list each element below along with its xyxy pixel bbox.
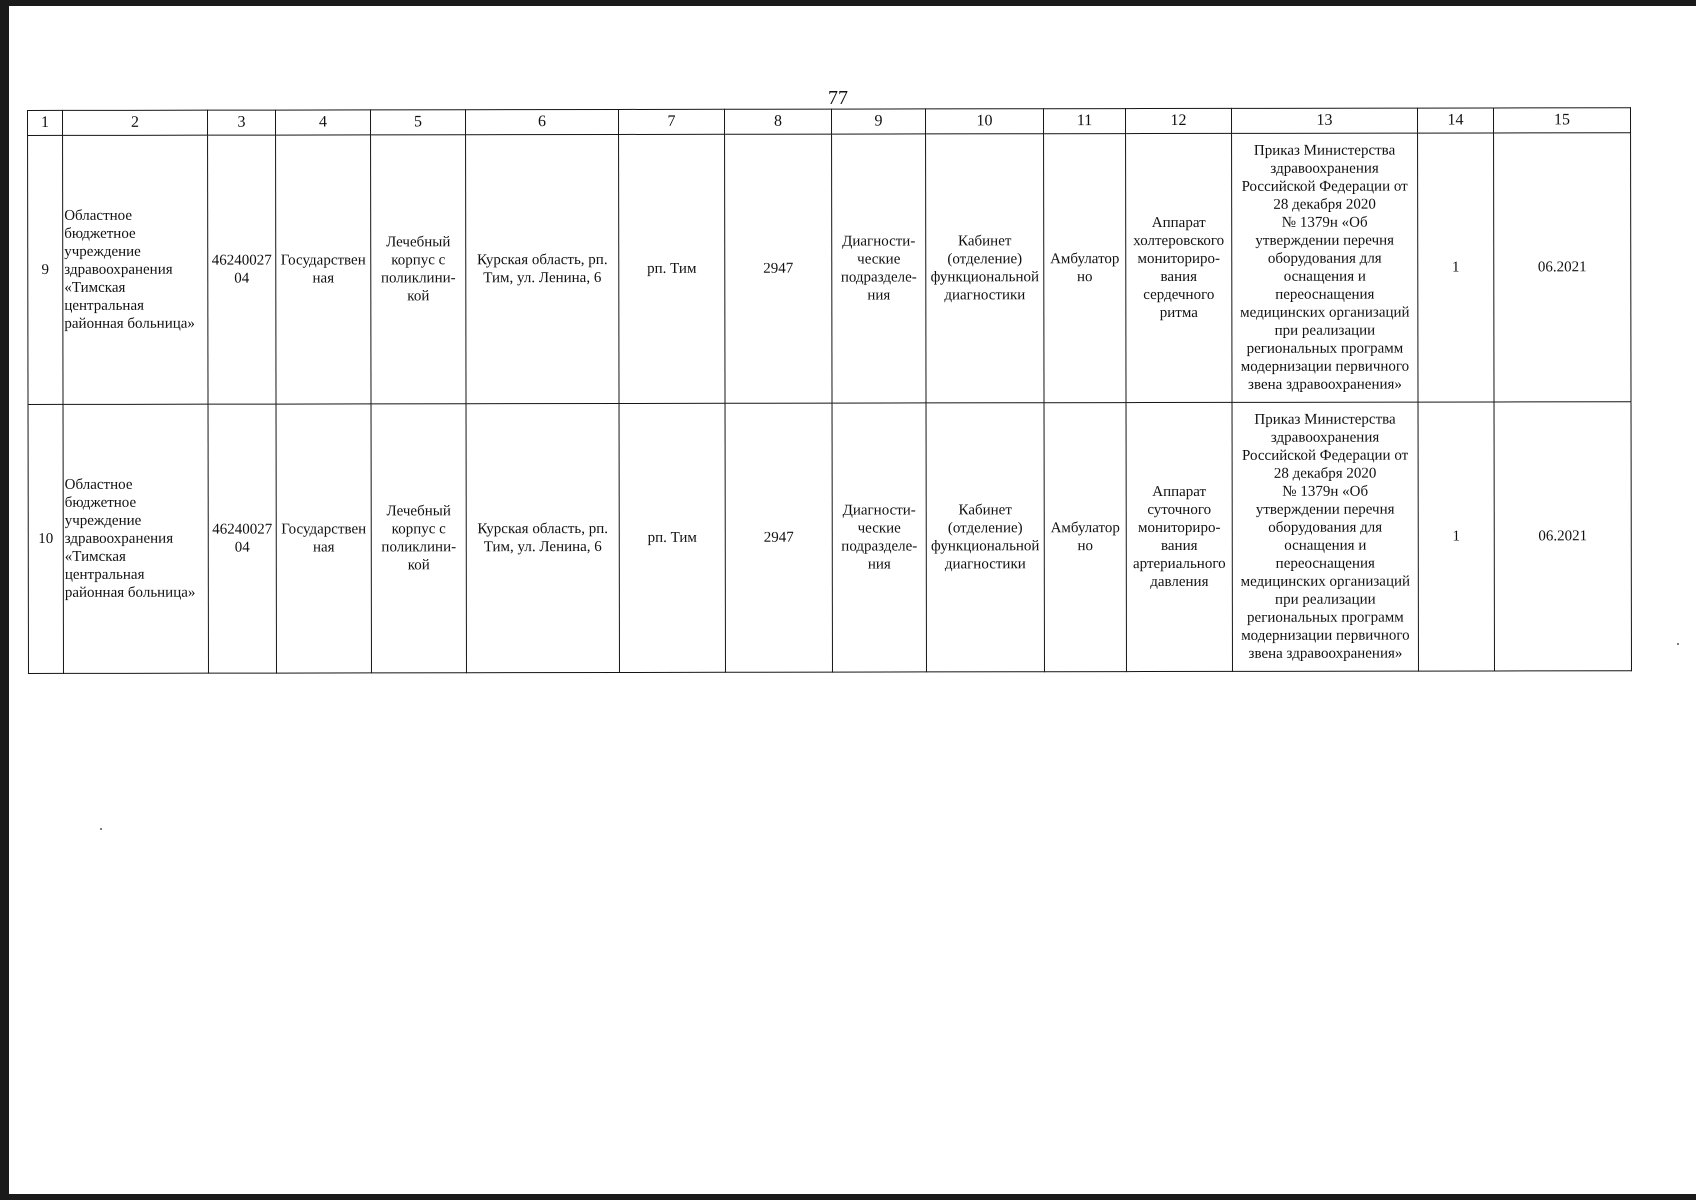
settlement-text: рп. Тим — [647, 529, 697, 546]
row-number-text: 9 — [41, 261, 50, 278]
equipment-quantity-text: 1 — [1452, 259, 1460, 276]
column-number-3: 3 — [208, 110, 276, 135]
regulatory-order-text: Приказ Министерства здравоохранения Российской Федерации от 28 декабря 2020 № 1379н «Об утверждении перечня оборудования для оснащения и переоснащения медицинских организаций при реализации региональных программ модернизации первичного звена здравоохранения» — [1240, 411, 1411, 662]
column-number-11: 11 — [1043, 109, 1125, 134]
regulatory-order-text: Приказ Министерства здравоохранения Российской Федерации от 28 декабря 2020 № 1379н «Об утверждении перечня оборудования для оснащения и переоснащения медицинских организаций при реализации региональных программ модернизации первичного звена здравоохранения» — [1240, 142, 1410, 393]
scan-border-bottom — [0, 1194, 1696, 1200]
column-number-4: 4 — [276, 110, 371, 135]
department-type-text: Диагности- ческие подразделе- ния — [841, 502, 918, 573]
building-address — [466, 134, 619, 403]
column-number-row — [28, 108, 1631, 136]
settlement-text: рп. Тим — [647, 260, 697, 277]
row-number — [28, 135, 63, 404]
column-number-6: 6 — [466, 109, 619, 134]
building-name-text: Лечебный корпус с поликлини- кой — [380, 234, 456, 305]
department-name-text: Кабинет (отделение) функциональной диагностики — [930, 233, 1040, 304]
equipment-registry-table — [27, 107, 1632, 674]
column-number-13: 13 — [1231, 108, 1417, 133]
row-number — [28, 404, 63, 673]
organization-name-text: Областное бюджетное учреждение здравоохранения «Тимская центральная районная больница» — [64, 476, 196, 601]
delivery-date-text: 06.2021 — [1538, 528, 1588, 545]
scan-border-top — [0, 0, 1696, 6]
scan-border-left — [0, 0, 9, 1200]
building-address-text: Курская область, рп. Тим, ул. Ленина, 6 — [477, 520, 609, 556]
column-number-10: 10 — [925, 109, 1043, 134]
organization-name-text: Областное бюджетное учреждение здравоохранения «Тимская центральная районная больница» — [64, 207, 195, 332]
table-row — [28, 133, 1631, 405]
building-name — [371, 404, 466, 673]
regulatory-order — [1232, 402, 1418, 671]
column-number-5: 5 — [371, 110, 466, 135]
delivery-date — [1494, 133, 1631, 402]
population — [725, 403, 832, 672]
organization-code-text: 46240027 04 — [212, 521, 273, 556]
equipment-name-text: Аппарат суточного мониториро- вания артериального давления — [1132, 483, 1226, 591]
settlement — [619, 403, 725, 672]
ownership-form-text: Государствен ная — [281, 521, 367, 556]
regulatory-order — [1232, 133, 1418, 402]
column-number-8: 8 — [724, 109, 831, 134]
care-conditions — [1044, 134, 1126, 403]
column-number-14: 14 — [1417, 108, 1493, 133]
equipment-quantity — [1418, 133, 1494, 402]
ownership-form — [276, 135, 371, 404]
organization-name — [63, 135, 208, 404]
column-number-9: 9 — [831, 109, 925, 134]
delivery-date — [1494, 402, 1631, 671]
population — [725, 134, 832, 403]
equipment-name-text: Аппарат холтеровского мониториро- вания сердечного ритма — [1133, 214, 1225, 322]
ownership-form — [276, 404, 371, 673]
building-address-text: Курская область, рп. Тим, ул. Ленина, 6 — [476, 251, 608, 287]
column-number-7: 7 — [619, 109, 725, 134]
ownership-form-text: Государствен ная — [280, 252, 366, 287]
settlement — [619, 134, 725, 403]
organization-code — [208, 135, 276, 404]
care-conditions-text: Амбулатор но — [1050, 251, 1120, 286]
delivery-date-text: 06.2021 — [1537, 259, 1587, 276]
department-type-text: Диагности- ческие подразделе- ния — [840, 233, 917, 304]
table-row — [28, 402, 1631, 674]
building-address — [466, 403, 619, 672]
department-type — [832, 134, 926, 403]
population-text: 2947 — [763, 529, 794, 546]
equipment-name — [1126, 402, 1232, 671]
equipment-quantity — [1418, 402, 1494, 671]
column-number-15: 15 — [1493, 108, 1630, 133]
department-name — [926, 134, 1044, 403]
care-conditions — [1044, 403, 1126, 672]
scan-speck — [100, 828, 102, 830]
organization-code — [208, 404, 276, 673]
organization-name — [63, 404, 208, 673]
department-type — [832, 403, 926, 672]
department-name — [926, 403, 1044, 672]
organization-code-text: 46240027 04 — [211, 252, 272, 287]
column-number-2: 2 — [63, 110, 208, 135]
column-number-12: 12 — [1125, 108, 1231, 133]
care-conditions-text: Амбулатор но — [1050, 520, 1120, 555]
department-name-text: Кабинет (отделение) функциональной диагностики — [931, 502, 1040, 573]
equipment-quantity-text: 1 — [1452, 528, 1461, 545]
column-number-1: 1 — [28, 110, 63, 135]
page-number: 77 — [828, 87, 848, 109]
row-number-text: 10 — [38, 530, 54, 547]
population-text: 2947 — [763, 260, 794, 277]
building-name — [371, 135, 466, 404]
scan-speck — [1677, 643, 1679, 645]
equipment-name — [1126, 133, 1232, 402]
building-name-text: Лечебный корпус с поликлини- кой — [381, 503, 457, 574]
